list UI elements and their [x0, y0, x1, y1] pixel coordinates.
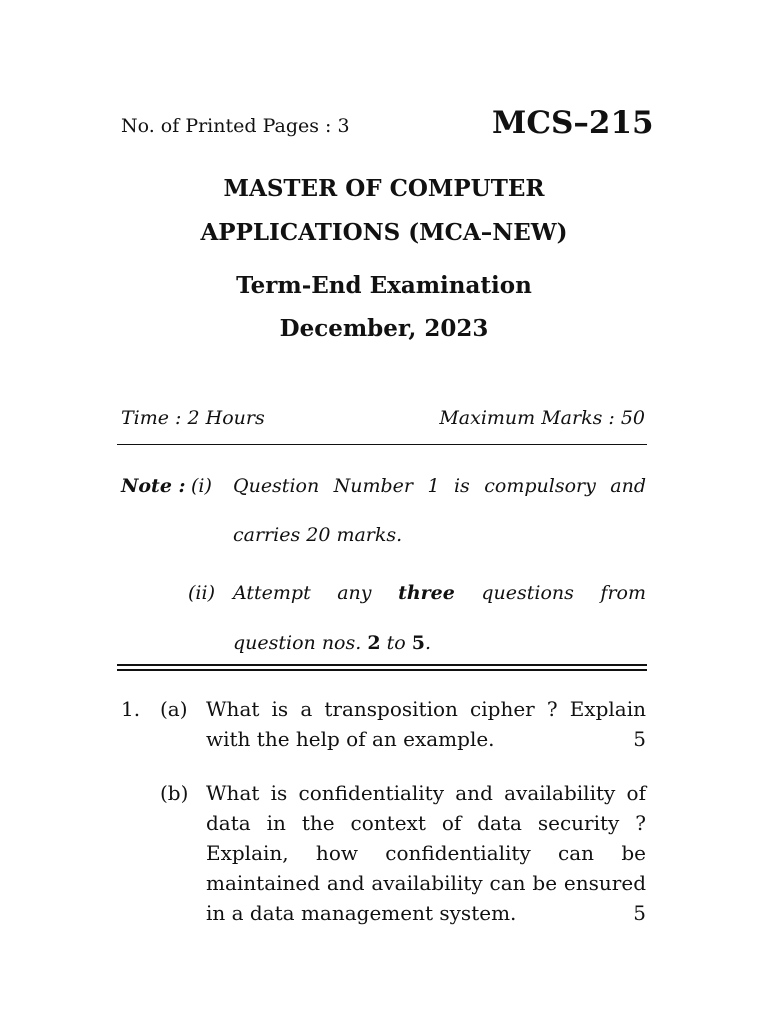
- exam-date: December, 2023: [279, 315, 489, 342]
- exam-title: Term-End Examination: [236, 272, 532, 299]
- question-line: data in the context of data security ?: [206, 811, 646, 835]
- note-item-text: [233, 582, 646, 604]
- note-emphasis: 2: [367, 632, 381, 654]
- question-line: in a data management system.: [206, 901, 517, 925]
- question-part-text: [206, 694, 646, 754]
- note-text-fragment: Attempt any: [233, 582, 372, 604]
- programme-title-line1: MASTER OF COMPUTER: [223, 175, 545, 202]
- double-divider-top: [117, 664, 647, 666]
- question-line: with the help of an example.: [206, 727, 495, 751]
- note-item-text: [233, 632, 431, 654]
- question-marks: 5: [633, 901, 646, 925]
- note-item-marker: (ii): [188, 582, 215, 604]
- question-last-line: [206, 724, 646, 754]
- question-line: maintained and availability can be ensured: [206, 871, 646, 895]
- double-divider-bottom: [117, 669, 647, 671]
- question-part-text: [206, 778, 646, 928]
- question-line: Explain, how confidentiality can be: [206, 841, 646, 865]
- note-label: Note :: [121, 475, 186, 497]
- programme-title-line2: APPLICATIONS (MCA–NEW): [200, 219, 568, 246]
- maximum-marks: Maximum Marks : 50: [439, 407, 645, 429]
- note-text-fragment: question nos.: [233, 632, 362, 654]
- note-emphasis: 5: [411, 632, 425, 654]
- question-marks: 5: [633, 727, 646, 751]
- question-line: What is a transposition cipher ? Explain: [206, 697, 646, 721]
- time-allowed: Time : 2 Hours: [121, 407, 265, 429]
- note-item-text: carries 20 marks.: [233, 524, 403, 546]
- note-emphasis: three: [398, 582, 455, 604]
- note-text-fragment: questions from: [481, 582, 646, 604]
- note-item-text: Question Number 1 is compulsory and: [233, 475, 646, 497]
- note-text-fragment: to: [386, 632, 406, 654]
- printed-pages: No. of Printed Pages : 3: [121, 115, 350, 137]
- question-line: What is confidentiality and availability of: [206, 781, 646, 805]
- note-text-fragment: .: [424, 632, 432, 654]
- divider: [117, 444, 647, 445]
- question-last-line: [206, 898, 646, 928]
- question-number: 1.: [121, 697, 141, 721]
- question-part-label: (a): [160, 697, 188, 721]
- course-code: MCS–215: [492, 105, 654, 141]
- question-part-label: (b): [160, 781, 189, 805]
- note-item-marker: (i): [191, 475, 212, 497]
